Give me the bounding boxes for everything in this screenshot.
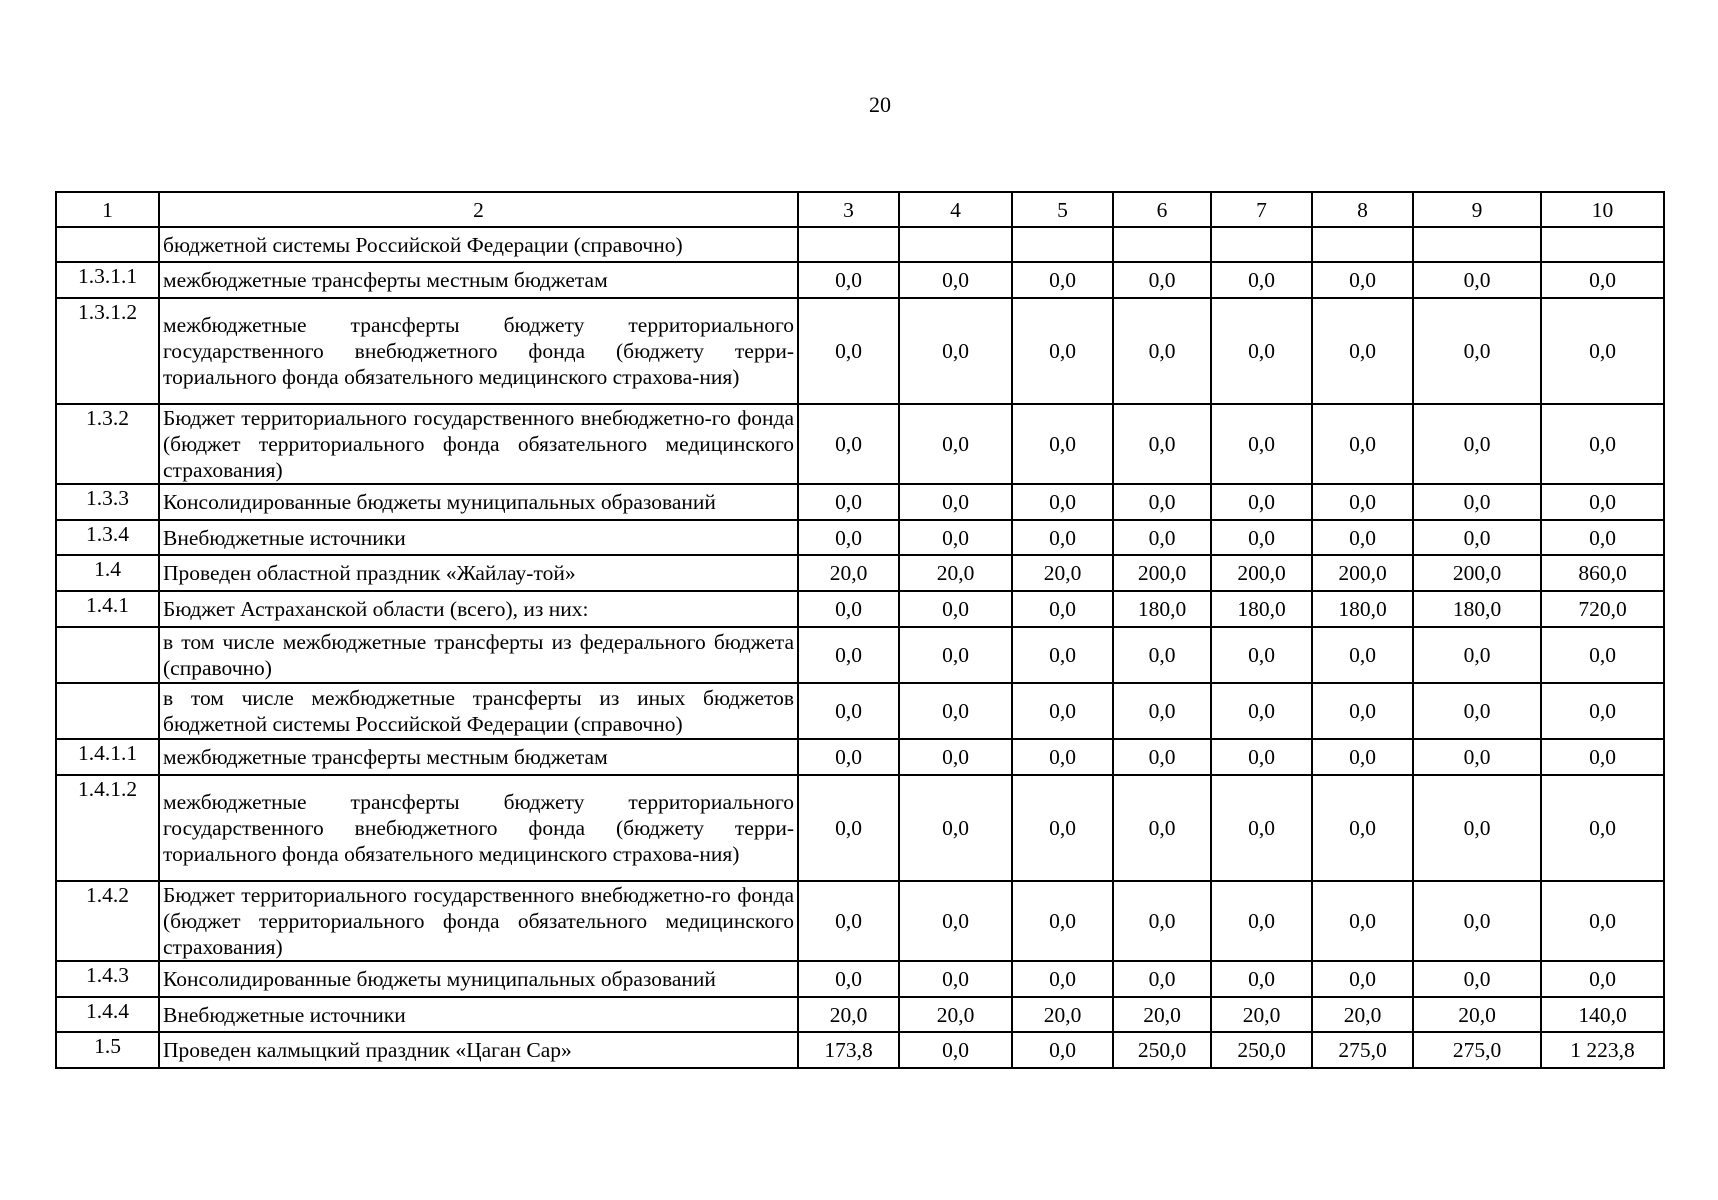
table-row (56, 404, 1664, 484)
value-cell: 0,0 (1541, 775, 1664, 881)
value-cell: 0,0 (1413, 404, 1541, 484)
value-cell: 0,0 (1113, 520, 1211, 555)
table-row (56, 775, 1664, 881)
value-cell: 0,0 (1211, 739, 1312, 775)
value-cell: 0,0 (899, 739, 1012, 775)
value-cell: 250,0 (1113, 1032, 1211, 1068)
value-cell: 20,0 (1012, 555, 1113, 591)
value-cell: 720,0 (1541, 591, 1664, 627)
row-number: 1.3.2 (56, 404, 159, 484)
value-cell: 0,0 (1012, 739, 1113, 775)
row-description: Проведен областной праздник «Жайлау-той» (159, 555, 798, 591)
value-cell: 0,0 (1312, 775, 1413, 881)
value-cell: 0,0 (1312, 881, 1413, 961)
table-row (56, 484, 1664, 520)
row-number: 1.4.1.1 (56, 739, 159, 775)
value-cell: 180,0 (1413, 591, 1541, 627)
value-cell: 0,0 (1413, 881, 1541, 961)
value-cell: 0,0 (798, 627, 899, 683)
table-row (56, 627, 1664, 683)
value-cell: 0,0 (798, 961, 899, 997)
value-cell: 0,0 (798, 881, 899, 961)
value-cell: 0,0 (1113, 484, 1211, 520)
table-row (56, 262, 1664, 298)
row-number (56, 627, 159, 683)
value-cell: 0,0 (899, 484, 1012, 520)
row-description: Внебюджетные источники (159, 997, 798, 1032)
value-cell: 0,0 (1211, 484, 1312, 520)
value-cell: 20,0 (899, 555, 1012, 591)
value-cell (899, 227, 1012, 262)
value-cell: 0,0 (1312, 520, 1413, 555)
value-cell: 0,0 (1211, 775, 1312, 881)
value-cell: 0,0 (1541, 683, 1664, 739)
header-cell: 3 (798, 192, 899, 227)
value-cell: 200,0 (1413, 555, 1541, 591)
value-cell: 173,8 (798, 1032, 899, 1068)
value-cell: 0,0 (798, 683, 899, 739)
row-number: 1.4.1.2 (56, 775, 159, 881)
value-cell: 200,0 (1211, 555, 1312, 591)
value-cell: 0,0 (1012, 591, 1113, 627)
header-cell: 2 (159, 192, 798, 227)
value-cell: 0,0 (1211, 520, 1312, 555)
table-row (56, 520, 1664, 555)
value-cell: 0,0 (798, 404, 899, 484)
row-description: Проведен калмыцкий праздник «Цаган Сар» (159, 1032, 798, 1068)
row-description: бюджетной системы Российской Федерации (справочно) (159, 227, 798, 262)
row-description: межбюджетные трансферты местным бюджетам (159, 739, 798, 775)
table-row (56, 881, 1664, 961)
value-cell: 0,0 (1211, 961, 1312, 997)
value-cell: 0,0 (1312, 298, 1413, 404)
value-cell: 0,0 (1312, 627, 1413, 683)
value-cell (1211, 227, 1312, 262)
header-cell: 6 (1113, 192, 1211, 227)
value-cell: 180,0 (1113, 591, 1211, 627)
value-cell: 0,0 (798, 775, 899, 881)
row-description: межбюджетные трансферты бюджету территориального государственного внебюджетного фонда (бюджету терри-ториального фонда обязательного медицинского страхова-ния) (159, 298, 798, 404)
value-cell: 0,0 (1312, 262, 1413, 298)
row-number: 1.4.2 (56, 881, 159, 961)
value-cell: 140,0 (1541, 997, 1664, 1032)
value-cell: 0,0 (1211, 627, 1312, 683)
value-cell (798, 227, 899, 262)
value-cell: 0,0 (1113, 683, 1211, 739)
row-number (56, 683, 159, 739)
row-number: 1.4 (56, 555, 159, 591)
table-row (56, 591, 1664, 627)
value-cell (1012, 227, 1113, 262)
value-cell: 0,0 (1413, 262, 1541, 298)
row-number: 1.3.1.2 (56, 298, 159, 404)
value-cell (1312, 227, 1413, 262)
value-cell: 0,0 (1211, 298, 1312, 404)
table-row (56, 227, 1664, 262)
table-row (56, 739, 1664, 775)
value-cell (1113, 227, 1211, 262)
value-cell: 0,0 (1113, 881, 1211, 961)
value-cell: 0,0 (899, 298, 1012, 404)
row-description: межбюджетные трансферты местным бюджетам (159, 262, 798, 298)
value-cell: 0,0 (1012, 404, 1113, 484)
table-row (56, 298, 1664, 404)
row-number: 1.4.1 (56, 591, 159, 627)
table-row (56, 997, 1664, 1032)
value-cell: 275,0 (1312, 1032, 1413, 1068)
value-cell: 0,0 (1413, 627, 1541, 683)
value-cell: 0,0 (899, 591, 1012, 627)
row-description: в том числе межбюджетные трансферты из иных бюджетов бюджетной системы Российской Федерации (справочно) (159, 683, 798, 739)
row-description: Внебюджетные источники (159, 520, 798, 555)
value-cell: 860,0 (1541, 555, 1664, 591)
value-cell: 0,0 (1012, 961, 1113, 997)
value-cell: 20,0 (1012, 997, 1113, 1032)
value-cell: 0,0 (798, 520, 899, 555)
value-cell (1413, 227, 1541, 262)
value-cell: 0,0 (1012, 520, 1113, 555)
value-cell: 20,0 (798, 555, 899, 591)
value-cell: 20,0 (798, 997, 899, 1032)
row-number: 1.3.3 (56, 484, 159, 520)
value-cell: 0,0 (899, 1032, 1012, 1068)
table-row (56, 555, 1664, 591)
value-cell: 0,0 (899, 775, 1012, 881)
value-cell: 0,0 (1113, 627, 1211, 683)
value-cell: 0,0 (1012, 1032, 1113, 1068)
value-cell: 1 223,8 (1541, 1032, 1664, 1068)
value-cell: 0,0 (1541, 484, 1664, 520)
value-cell: 0,0 (1541, 404, 1664, 484)
row-description: Бюджет территориального государственного внебюджетно-го фонда (бюджет территориального фонда обязательного медицинского страхования) (159, 404, 798, 484)
row-number: 1.3.4 (56, 520, 159, 555)
row-description: Консолидированные бюджеты муниципальных образований (159, 484, 798, 520)
table-header-row (56, 192, 1664, 227)
value-cell: 0,0 (899, 520, 1012, 555)
value-cell: 0,0 (1312, 683, 1413, 739)
row-number: 1.4.4 (56, 997, 159, 1032)
value-cell: 0,0 (1413, 683, 1541, 739)
value-cell: 0,0 (1012, 298, 1113, 404)
header-cell: 10 (1541, 192, 1664, 227)
value-cell: 0,0 (1012, 683, 1113, 739)
row-description: Бюджет Астраханской области (всего), из них: (159, 591, 798, 627)
value-cell: 0,0 (1113, 404, 1211, 484)
value-cell: 0,0 (899, 627, 1012, 683)
header-cell: 9 (1413, 192, 1541, 227)
value-cell: 0,0 (1113, 961, 1211, 997)
value-cell: 0,0 (1312, 484, 1413, 520)
value-cell: 0,0 (1211, 683, 1312, 739)
value-cell: 0,0 (1012, 262, 1113, 298)
value-cell: 0,0 (798, 591, 899, 627)
value-cell: 0,0 (798, 262, 899, 298)
value-cell: 250,0 (1211, 1032, 1312, 1068)
value-cell: 20,0 (1113, 997, 1211, 1032)
value-cell: 0,0 (1113, 739, 1211, 775)
row-number: 1.5 (56, 1032, 159, 1068)
value-cell: 0,0 (1541, 739, 1664, 775)
row-description: Бюджет территориального государственного внебюджетно-го фонда (бюджет территориального фонда обязательного медицинского страхования) (159, 881, 798, 961)
value-cell: 0,0 (798, 298, 899, 404)
table-row (56, 683, 1664, 739)
header-cell: 7 (1211, 192, 1312, 227)
page-number: 20 (869, 92, 891, 117)
header-cell: 5 (1012, 192, 1113, 227)
value-cell: 20,0 (899, 997, 1012, 1032)
value-cell: 0,0 (1113, 298, 1211, 404)
value-cell: 275,0 (1413, 1032, 1541, 1068)
value-cell: 200,0 (1312, 555, 1413, 591)
value-cell: 20,0 (1312, 997, 1413, 1032)
value-cell: 0,0 (899, 683, 1012, 739)
row-description: Консолидированные бюджеты муниципальных образований (159, 961, 798, 997)
value-cell: 0,0 (1413, 739, 1541, 775)
value-cell: 180,0 (1312, 591, 1413, 627)
value-cell: 0,0 (1012, 484, 1113, 520)
value-cell: 0,0 (1211, 881, 1312, 961)
value-cell: 0,0 (899, 961, 1012, 997)
row-description: межбюджетные трансферты бюджету территориального государственного внебюджетного фонда (бюджету терри-ториального фонда обязательного медицинского страхова-ния) (159, 775, 798, 881)
value-cell: 0,0 (1541, 262, 1664, 298)
value-cell: 0,0 (1312, 404, 1413, 484)
value-cell: 0,0 (1211, 404, 1312, 484)
budget-table (55, 191, 1665, 1069)
value-cell: 0,0 (1012, 627, 1113, 683)
row-description: в том числе межбюджетные трансферты из федерального бюджета (справочно) (159, 627, 798, 683)
table-row (56, 961, 1664, 997)
value-cell: 200,0 (1113, 555, 1211, 591)
value-cell: 0,0 (899, 404, 1012, 484)
value-cell: 0,0 (1541, 520, 1664, 555)
value-cell: 0,0 (899, 262, 1012, 298)
value-cell: 0,0 (1541, 298, 1664, 404)
value-cell: 0,0 (798, 484, 899, 520)
value-cell: 0,0 (1413, 775, 1541, 881)
value-cell: 0,0 (1541, 881, 1664, 961)
value-cell: 0,0 (798, 739, 899, 775)
value-cell (1541, 227, 1664, 262)
value-cell: 0,0 (1312, 739, 1413, 775)
value-cell: 0,0 (1211, 262, 1312, 298)
value-cell: 0,0 (1113, 775, 1211, 881)
header-cell: 4 (899, 192, 1012, 227)
table-row (56, 1032, 1664, 1068)
header-cell: 8 (1312, 192, 1413, 227)
value-cell: 0,0 (1541, 961, 1664, 997)
value-cell: 0,0 (1012, 881, 1113, 961)
value-cell: 0,0 (1541, 627, 1664, 683)
value-cell: 180,0 (1211, 591, 1312, 627)
value-cell: 0,0 (1012, 775, 1113, 881)
row-number (56, 227, 159, 262)
value-cell: 0,0 (1413, 298, 1541, 404)
value-cell: 0,0 (1113, 262, 1211, 298)
value-cell: 0,0 (899, 881, 1012, 961)
value-cell: 0,0 (1413, 520, 1541, 555)
row-number: 1.4.3 (56, 961, 159, 997)
value-cell: 0,0 (1413, 484, 1541, 520)
value-cell: 20,0 (1211, 997, 1312, 1032)
value-cell: 0,0 (1413, 961, 1541, 997)
value-cell: 20,0 (1413, 997, 1541, 1032)
value-cell: 0,0 (1312, 961, 1413, 997)
row-number: 1.3.1.1 (56, 262, 159, 298)
header-cell: 1 (56, 192, 159, 227)
